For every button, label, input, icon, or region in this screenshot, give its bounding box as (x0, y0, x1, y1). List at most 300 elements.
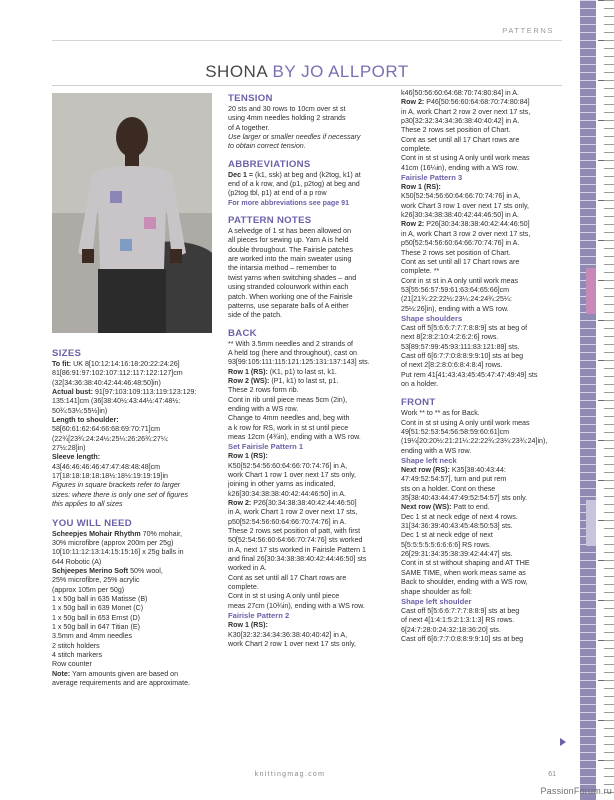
text-line (401, 352, 561, 361)
text-line (228, 499, 396, 508)
text-line (228, 564, 396, 573)
line-text: K30[32:32:34:34:36:38:40:40:42] in A, (228, 630, 348, 639)
line-text: 1 x 50g ball in 653 Ernst (D) (52, 613, 140, 622)
text-line (401, 183, 561, 192)
line-label: Row 2: (401, 220, 427, 229)
line-text: Cont in st st using A only until work meas (401, 154, 530, 163)
text-line (228, 527, 396, 536)
text-line (52, 614, 227, 623)
line-text: (approx 105m per 50g) (52, 585, 125, 594)
line-text: p30[32:32:34:34:36:38:40:40:42] in A. (401, 117, 520, 126)
line-text: in A, next 17 sts worked in Fairisle Pattern 1 (228, 545, 366, 554)
text-line (228, 358, 396, 367)
text-line (52, 416, 227, 425)
text-line (228, 546, 396, 555)
text-line (52, 463, 227, 472)
text-line (401, 126, 561, 135)
watermark: PassionForum.ru (540, 786, 612, 796)
line-text: 27½:28]in) (52, 444, 86, 453)
abbreviations-heading: ABBREVIATIONS (228, 158, 311, 170)
tension-line-2: using 4mm needles holding 2 strands (228, 114, 346, 123)
title-divider (52, 85, 562, 86)
line-text: complete. (228, 583, 259, 592)
middle-column (228, 89, 396, 649)
text-line (228, 583, 396, 592)
text-line (401, 635, 561, 644)
you-will-need-heading: YOU WILL NEED (52, 517, 132, 529)
line-text: 53[55:56:57:59:61:63:64:65:66]cm (401, 285, 510, 294)
line-text: (19¼[20:20½:21:21¼:22:22¾:23¼:23¾:24]in), (401, 437, 548, 446)
text-line (52, 632, 227, 641)
text-line (401, 409, 561, 418)
text-line (228, 536, 396, 545)
line-text: 43[46:46:46:46:47:47:48:48:48]cm (52, 462, 161, 471)
line-text: (P1, k1) to last st, p1. (271, 376, 339, 385)
designer-byline: BY JO ALLPORT (272, 62, 409, 81)
text-line: side of the patch. (228, 311, 283, 320)
line-text: ending with a WS row. (401, 446, 472, 455)
text-line (401, 485, 561, 494)
text-line (401, 258, 561, 267)
line-text: Cont in st st using A only until piece (228, 592, 340, 601)
line-text: 1 x 50g ball in 647 Titian (E) (52, 622, 140, 631)
line-text: K50[52:54:56:60:64:66:70:74:76] in A, (401, 192, 521, 201)
line-text: Patt to end. (453, 503, 490, 512)
line-text: 35[38:40:43:44:47:49:52:54:57] sts only. (401, 494, 528, 503)
text-line (401, 249, 561, 258)
line-label: Row 2: (401, 98, 427, 107)
line-text: meas 12cm (4¾in), ending with a WS row. (228, 432, 361, 441)
materials-list (52, 530, 227, 689)
line-label: To fit: (52, 360, 74, 368)
line-text: (22¾[23¾:24:24½:25¼:26:26¾:27¼: (52, 434, 169, 443)
text-line (228, 180, 396, 189)
line-text: k26[30:34:38:38:40:42:44:46:50] in A. (228, 489, 346, 498)
line-text: of next 2[8:2:8:0:6:8:4:8:4] rows. (401, 361, 503, 370)
tension-note-1: Use larger or smaller needles if necessary (228, 133, 361, 142)
line-text: and final 26[30:34:38:38:40:42:44:46:50] sts (228, 555, 367, 564)
line-text: Cast off 6[6:7:7:0:8:8:9:9:10] sts at beg (401, 351, 524, 360)
line-text: k46[50:56:60:64:68:70:74:80:84] in A. (401, 89, 519, 97)
text-line (228, 480, 396, 489)
line-label: Row 2: (228, 499, 254, 508)
line-text: Cont in rib until piece meas 5cm (2in), (228, 395, 348, 404)
text-line (401, 277, 561, 286)
text-line (228, 555, 396, 564)
line-text: complete. (401, 145, 432, 154)
text-line (228, 602, 396, 611)
text-line (401, 559, 561, 568)
text-line (228, 368, 396, 377)
pattern-notes-heading: PATTERN NOTES (228, 215, 312, 227)
text-line (52, 369, 227, 378)
line-text: These 2 rows set position of Chart. (401, 248, 511, 257)
right-column (401, 89, 561, 644)
text-line (401, 616, 561, 625)
line-text: Put rem 41[41:43:43:45:45:47:47:49:49] sts (401, 370, 538, 379)
tension-note-2: to obtain correct tension. (228, 142, 306, 151)
line-text: Cont in st st without shaping and AT THE (401, 559, 530, 568)
line-text: Cast off 6[6:7:7:0:8:8:9:9:10] sts at beg (401, 634, 524, 643)
line-label: Schjeepes Merino Soft (52, 566, 131, 575)
line-label: Row 1 (RS): (228, 621, 268, 630)
text-line (401, 324, 561, 333)
text-line (401, 117, 561, 126)
text-line (401, 428, 561, 437)
text-line (228, 377, 396, 386)
sizes-heading: SIZES (52, 348, 82, 359)
text-line (401, 98, 561, 107)
line-text: Work ** to ** as for Back. (401, 409, 480, 418)
line-text: Cont as set until all 17 Chart rows are (228, 573, 347, 582)
text-line (52, 407, 227, 416)
text-line (228, 574, 396, 583)
subheading: Shape left neck (401, 456, 457, 466)
line-text: K50[52:54:56:60:64:66:70:74:76] in A, (228, 461, 348, 470)
text-line (401, 230, 561, 239)
line-text: Back to shoulder, ending with a WS row, (401, 578, 528, 587)
pattern-title (52, 62, 562, 82)
line-text: Cont in st st in A only until work meas (401, 276, 519, 285)
left-column (52, 344, 227, 688)
section-label: PATTERNS (502, 26, 554, 35)
text-line (228, 414, 396, 423)
line-text: Cont in st st using A only until work meas (401, 418, 530, 427)
text-line (52, 472, 227, 481)
tension-line-1: 20 sts and 30 rows to 10cm over st st (228, 105, 346, 113)
pattern-name: SHONA (205, 62, 268, 81)
line-label: Scheepjes Mohair Rhythm (52, 529, 143, 538)
text-line (52, 388, 227, 397)
line-text: of next 4[1:4:1:5:2:1:3:1:3] RS rows. (401, 616, 515, 625)
line-text: 17[18:18:18:18:18½:18½:19:19:19]in (52, 472, 168, 481)
line-label: Note: (52, 669, 73, 678)
text-line (401, 371, 561, 380)
line-text: Cont as set until all 17 Chart rows are (401, 257, 520, 266)
text-line: are worked into the main sweater using (228, 255, 352, 264)
line-text: p50[52:54:56:60:64:66:70:74:76] in A. (401, 239, 520, 248)
text-line (228, 518, 396, 527)
ruler-tab-lilac (586, 500, 596, 546)
line-text: 4 stitch markers (52, 650, 103, 659)
text-line (52, 548, 227, 557)
sizes-note-2: sizes: where there is only one set of figures (52, 490, 189, 499)
text-line (401, 211, 561, 220)
text-line (228, 349, 396, 358)
line-text: P26[30:34:38:38:40:42:44:46:50] (253, 499, 357, 508)
line-text: in A, work Chart 1 row 2 over next 17 sts, (228, 508, 358, 517)
line-label: Actual bust: (52, 388, 95, 397)
text-line (228, 424, 396, 433)
text-line (52, 425, 227, 434)
line-text: joining in other yarns as indicated, (228, 480, 336, 489)
text-line (52, 435, 227, 444)
text-line (401, 513, 561, 522)
line-text: A held tog (here and throughout), cast on (228, 348, 357, 357)
continue-arrow-icon (560, 738, 566, 746)
line-text: average requirements and are approximate. (52, 679, 191, 687)
text-line: the intarsia method – remember to (228, 264, 337, 273)
ruler-scale (596, 0, 614, 800)
text-line (52, 444, 227, 453)
text-line (228, 340, 396, 349)
text-line (401, 522, 561, 531)
text-line (52, 670, 227, 679)
line-text: UK 8[10:12:14:16:18:20:22:24:26] (73, 360, 180, 368)
text-line (52, 539, 227, 548)
line-text: P46[50:56:60:64:68:70:74:80:84] (426, 98, 530, 107)
line-text: These 2 rows set position of Chart. (401, 126, 511, 135)
abbreviations-list (228, 171, 396, 199)
line-text: Dec 1 st at neck edge of next 4 rows. (401, 512, 518, 521)
text-line (228, 396, 396, 405)
line-text: 81[86:91:97:102:107:112:117:122:127]cm (52, 369, 183, 378)
pattern-notes-text (228, 227, 396, 320)
text-line (52, 360, 227, 369)
text-line (228, 462, 396, 471)
text-line (52, 651, 227, 660)
line-text: work Chart 2 row 1 over next 17 sts only, (228, 639, 357, 648)
line-text: 93[99:105:111:115:121:125:131:137:143] sts. (228, 358, 370, 367)
text-line (401, 220, 561, 229)
line-label: Next row (RS): (401, 466, 452, 475)
text-line (401, 437, 561, 446)
line-text: 26[29:31:34:35:38:39:42:44:47] sts. (401, 550, 513, 559)
line-text: 58[60:61:62:64:66:68:69:70:71]cm (52, 425, 161, 434)
text-line (52, 679, 227, 688)
text-line (401, 475, 561, 484)
line-text: p50[52:54:56:60:64:66:70:74:76] in A. (228, 517, 347, 526)
line-text: worked in A. (228, 564, 267, 573)
line-text: end of a k row, and (p1, p2tog) at beg and (228, 180, 360, 189)
text-line (401, 164, 561, 173)
text-line (228, 592, 396, 601)
model-photo (52, 93, 212, 333)
line-text: 50% wool, (130, 566, 163, 575)
text-line (52, 558, 227, 567)
text-line (52, 379, 227, 388)
line-text: 1 x 50g ball in 639 Monet (C) (52, 604, 144, 613)
text-line: patterns, use separate balls of A either (228, 301, 349, 310)
line-text: Cast off 5[5:6:6:7:7:7:8:8:9] sts at beg (401, 606, 520, 615)
text-line (401, 239, 561, 248)
text-line (52, 604, 227, 613)
line-text: 30% microfibre (approx 200m per 25g) (52, 538, 174, 547)
line-text: Cont as set until all 17 Chart rows are (401, 135, 520, 144)
line-text: 31[34:36:39:40:43:45:48:50:53] sts. (401, 522, 513, 531)
text-line: twist yarns when switching shades – and (228, 273, 357, 282)
text-line (52, 453, 227, 462)
subheading: Shape left shoulder (401, 596, 472, 606)
line-text: on a holder. (401, 379, 439, 388)
line-text: K35[38:40:43:44: (451, 466, 506, 475)
text-line (52, 660, 227, 669)
line-text: These 2 rows set position of patt, with first (228, 527, 361, 536)
line-text: 5[5:5:5:5:5:6:6:6:6] RS rows. (401, 540, 491, 549)
text-line (52, 623, 227, 632)
text-line (401, 447, 561, 456)
line-text: in A, work Chart 2 row 2 over next 17 sts, (401, 107, 531, 116)
line-text: 50¾:53¼:55½]in) (52, 406, 108, 415)
subheading: Shape shoulders (401, 313, 463, 323)
line-label: Row 1 (RS): (401, 183, 441, 192)
line-text: ending with a WS row. (228, 404, 299, 413)
line-text: 2 stitch holders (52, 641, 100, 650)
line-text: 47:49:52:54:57], turn and put rem (401, 475, 507, 484)
line-text: (21[21¾:22:22½:23¼:24:24¾:25¼: (401, 295, 512, 304)
line-text: Dec 1 st at neck edge of next (401, 531, 493, 540)
text-line (228, 621, 396, 630)
text-line (401, 626, 561, 635)
line-text: SAME TIME, when work meas same as (401, 568, 526, 577)
text-line (228, 508, 396, 517)
text-line (401, 541, 561, 550)
page-number: 61 (548, 771, 556, 778)
line-text: a k row for RS, work in st st until piece (228, 423, 349, 432)
line-text: 1 x 50g ball in 635 Matisse (B) (52, 594, 148, 603)
text-line (401, 305, 561, 314)
model-photo-illustration (52, 93, 212, 333)
text-line (401, 333, 561, 342)
text-line (401, 295, 561, 304)
front-instructions (401, 409, 561, 644)
subheading: Fairisle Pattern 2 (228, 611, 290, 621)
back-instructions (228, 340, 396, 650)
line-label: Next row (WS): (401, 503, 454, 512)
line-text: Yarn amounts given are based on (72, 669, 179, 678)
line-text: work Chart 1 row 1 over next 17 sts only, (228, 471, 357, 479)
text-line (401, 578, 561, 587)
ruler-tab-pink (586, 268, 596, 314)
line-text: Cast off 5[5:6:6:7:7:7:8:8:9] sts at beg of (401, 323, 528, 332)
line-text: k26[30:34:38:38:40:42:44:46:50] in A. (401, 211, 519, 220)
line-label: Length to shoulder: (52, 416, 119, 425)
text-line (52, 397, 227, 406)
back-instructions-continued (401, 89, 561, 389)
line-label: Row 1 (RS): (228, 452, 268, 461)
line-text: 50[52:54:56:60:64:66:70:74:76] sts worked (228, 536, 363, 545)
text-line (228, 405, 396, 414)
text-line (228, 433, 396, 442)
text-line (401, 494, 561, 503)
line-text: complete. ** (401, 267, 440, 276)
text-line (401, 343, 561, 352)
line-text: work Chart 3 row 1 over next 17 sts only, (401, 201, 530, 210)
text-line (401, 136, 561, 145)
line-text: next 8[2:8:2:10:4:2:6:2:6] rows. (401, 333, 499, 342)
front-heading: FRONT (401, 397, 436, 409)
text-line (401, 466, 561, 475)
line-text: Row counter (52, 660, 92, 669)
text-line (228, 452, 396, 461)
text-line (401, 361, 561, 370)
text-line: A selvedge of 1 st has been allowed on (228, 227, 352, 236)
text-line (228, 631, 396, 640)
text-line (401, 503, 561, 512)
line-label: Row 1 (RS): (228, 367, 270, 376)
text-line (401, 145, 561, 154)
tension-line-3: of A together. (228, 123, 270, 132)
tension-heading: TENSION (228, 93, 273, 104)
text-line (401, 607, 561, 616)
line-text: 49[51:52:53:54:56:58:59:60:61]cm (401, 428, 510, 436)
line-text: 10[10:11:12:13:14:15:15:16] x 25g balls in (52, 548, 184, 557)
footer-website: knittingmag.com (254, 771, 326, 778)
text-line (401, 380, 561, 389)
line-text: 644 Robotic (A) (52, 557, 102, 566)
text-line (52, 576, 227, 585)
text-line: all pieces for sewing up. Yarn A is held (228, 236, 349, 245)
text-line: double throughout. The Fairisle patches (228, 245, 353, 254)
line-text: 3.5mm and 4mm needles (52, 632, 133, 641)
header-divider (52, 40, 562, 41)
line-text: meas 27cm (10¾in), ending with a WS row. (228, 601, 365, 610)
text-line (228, 471, 396, 480)
line-text: 135:141]cm (36[38:40½:43:44½:47:48½: (52, 397, 181, 406)
line-text: 70% mohair, (142, 529, 183, 538)
text-line (228, 490, 396, 499)
text-line (401, 419, 561, 428)
text-line (401, 588, 561, 597)
text-line (401, 267, 561, 276)
text-line (228, 386, 396, 395)
line-text: 53[89:57:99:45:93:111:83:121:89] sts. (401, 342, 520, 351)
line-text: 6[24:7:28:0:24:32:18:36:20] sts. (401, 625, 501, 634)
back-heading: BACK (228, 327, 257, 339)
line-text: (p2tog tbl, p1) at end of a p row (228, 189, 327, 198)
text-line (401, 202, 561, 211)
text-line (228, 189, 396, 198)
sizes-note-3: this applies to all sizes (52, 500, 123, 509)
line-text: shape shoulder as foll: (401, 587, 472, 596)
text-line (401, 550, 561, 559)
line-label: Sleeve length: (52, 453, 101, 462)
text-line (52, 642, 227, 651)
text-line (401, 531, 561, 540)
line-text: in A, work Chart 3 row 2 over next 17 sts, (401, 229, 531, 238)
text-line (52, 567, 227, 576)
line-text: 41cm (16¼in), ending with a WS row. (401, 163, 519, 172)
text-line (401, 569, 561, 578)
abbreviations-link[interactable]: For more abbreviations see page 91 (228, 198, 350, 207)
subheading: Fairisle Pattern 3 (401, 173, 463, 183)
sizes-list (52, 360, 227, 481)
line-text: P26[30:34:38:38:40:42:44:46:50] (426, 220, 530, 229)
line-text: Change to 4mm needles and, beg with (228, 414, 350, 423)
line-text: (k1, ssk) at beg and (k2tog, k1) at (255, 170, 361, 179)
text-line (401, 108, 561, 117)
text-line (228, 171, 396, 180)
text-line (52, 530, 227, 539)
text-line (401, 286, 561, 295)
subheading: Set Fairisle Pattern 1 (228, 442, 304, 452)
line-text: 91[97:103:109:113:119:123:129: (94, 388, 197, 397)
text-line (52, 595, 227, 604)
text-line (401, 89, 561, 98)
sizes-note-1: Figures in square brackets refer to larger (52, 481, 181, 490)
line-label: Dec 1 = (228, 170, 256, 179)
text-line: patch. When working one of the Fairisle (228, 292, 353, 301)
line-text: (K1, p1) to last st, k1. (269, 367, 337, 376)
text-line (401, 154, 561, 163)
line-text: ** With 3.5mm needles and 2 strands of (228, 339, 353, 348)
line-text: 25% microfibre, 25% acrylic (52, 576, 140, 585)
text-line (52, 586, 227, 595)
text-line (401, 192, 561, 201)
text-line (228, 640, 396, 649)
line-text: These 2 rows form rib. (228, 386, 299, 395)
text-line: using stranded colourwork within each (228, 283, 349, 292)
